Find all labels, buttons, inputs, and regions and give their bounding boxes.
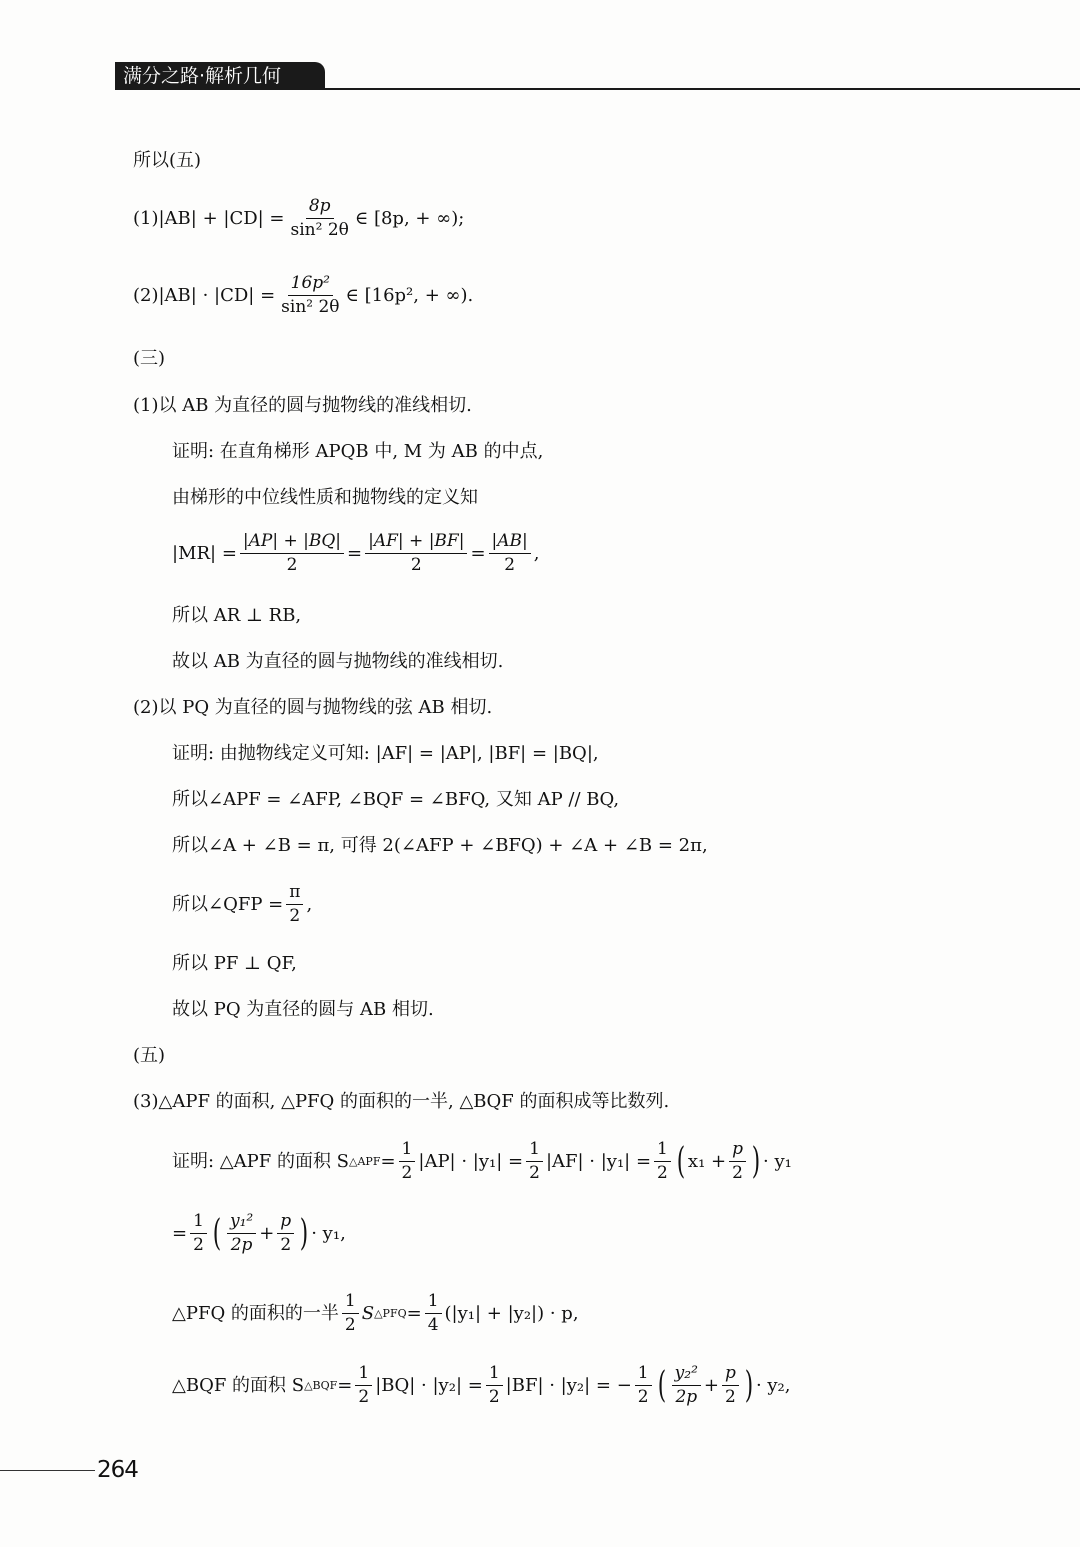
fraction xyxy=(365,532,467,575)
fraction-denominator: 2 xyxy=(657,1162,668,1183)
formula-text: · y₂, xyxy=(755,1374,791,1396)
fraction-numerator: 1 xyxy=(526,1140,543,1162)
formula-line xyxy=(133,274,473,317)
fraction-numerator: 1 xyxy=(654,1140,671,1162)
formula-text: △BQF 的面积 S xyxy=(172,1374,305,1396)
fraction-denominator: 2 xyxy=(637,1386,649,1407)
fraction xyxy=(190,1212,207,1255)
formula-line xyxy=(172,1212,346,1255)
fraction xyxy=(277,1212,294,1255)
fraction xyxy=(227,1212,256,1255)
fraction-denominator: 2 xyxy=(732,1162,743,1183)
fraction-numerator: y₁² xyxy=(227,1212,256,1234)
formula-text: (2)|AB| · |CD| = xyxy=(133,284,276,306)
fraction-denominator: 2 xyxy=(401,1162,413,1183)
left-paren: ( xyxy=(657,1364,666,1406)
right-paren: ) xyxy=(744,1364,754,1406)
fraction-numerator: |AP| + |BQ| xyxy=(240,532,344,554)
fraction-denominator: 2 xyxy=(488,1386,500,1407)
fraction-numerator: 1 xyxy=(399,1140,416,1162)
formula-text: △PFQ 的面积的一半 xyxy=(172,1302,339,1324)
fraction-denominator: 2 xyxy=(358,1386,370,1407)
fraction xyxy=(729,1140,746,1183)
footer-rule xyxy=(0,1470,95,1471)
formula-text: = xyxy=(470,542,486,564)
text-line: 故以 AB 为直径的圆与抛物线的准线相切. xyxy=(172,651,504,672)
fraction-denominator: sin² 2θ xyxy=(281,296,340,317)
subscript: △BQF xyxy=(304,1379,338,1393)
text-line: 由梯形的中位线性质和抛物线的定义知 xyxy=(172,487,478,508)
formula-text: · y₁ xyxy=(763,1150,792,1172)
fraction-denominator: 2 xyxy=(286,554,298,575)
page-number: 264 xyxy=(97,1457,138,1483)
formula-text: x₁ + xyxy=(687,1150,727,1172)
text-line: 所以 AR ⊥ RB, xyxy=(172,605,302,626)
text-line: 所以(五) xyxy=(133,150,202,171)
text-line: (1)以 AB 为直径的圆与抛物线的准线相切. xyxy=(133,395,472,416)
fraction xyxy=(526,1140,543,1183)
fraction xyxy=(425,1292,442,1335)
formula-text: S xyxy=(361,1302,375,1324)
fraction xyxy=(278,274,342,317)
formula-text: , xyxy=(533,542,540,564)
formula-text: 所以∠QFP = xyxy=(172,893,284,915)
formula-line xyxy=(172,1140,792,1183)
fraction-denominator: 2 xyxy=(193,1234,204,1255)
subscript: △PFQ xyxy=(374,1307,407,1321)
fraction-numerator: y₂² xyxy=(672,1364,701,1386)
formula-text: ∈ [8p, + ∞); xyxy=(354,207,465,229)
fraction-numerator: p xyxy=(722,1364,739,1386)
fraction-denominator: 2p xyxy=(230,1234,253,1255)
fraction xyxy=(672,1364,701,1407)
formula-text: = xyxy=(380,1150,396,1172)
formula-line xyxy=(172,1292,579,1335)
fraction-denominator: sin² 2θ xyxy=(290,219,349,240)
formula-text: = xyxy=(406,1302,422,1324)
formula-text: + xyxy=(703,1374,719,1396)
fraction xyxy=(489,532,531,575)
fraction xyxy=(722,1364,739,1407)
formula-text: 证明: △APF 的面积 S xyxy=(172,1150,350,1172)
formula-line xyxy=(172,883,312,926)
fraction-denominator: 2 xyxy=(410,554,422,575)
formula-text: + xyxy=(259,1222,275,1244)
section-heading: (三) xyxy=(133,348,166,369)
formula-text: · y₁, xyxy=(311,1222,346,1244)
left-paren: ( xyxy=(676,1140,686,1182)
text-line: 所以∠APF = ∠AFP, ∠BQF = ∠BFQ, 又知 AP // BQ, xyxy=(172,789,620,810)
fraction-numerator: |AB| xyxy=(489,532,531,554)
fraction-numerator: 16p² xyxy=(288,274,333,296)
formula-text: |BF| · |y₂| = − xyxy=(505,1374,632,1396)
fraction-numerator: |AF| + |BF| xyxy=(365,532,467,554)
fraction-numerator: 1 xyxy=(635,1364,652,1386)
text-line: 所以∠A + ∠B = π, 可得 2(∠AFP + ∠BFQ) + ∠A + ∠B = 2π, xyxy=(172,835,708,856)
fraction-numerator: π xyxy=(286,883,303,905)
text-line: 故以 PQ 为直径的圆与 AB 相切. xyxy=(172,999,434,1020)
fraction xyxy=(399,1140,416,1183)
fraction-numerator: 1 xyxy=(486,1364,503,1386)
text-line: 证明: 在直角梯形 APQB 中, M 为 AB 的中点, xyxy=(172,441,544,462)
formula-text: |AF| · |y₁| = xyxy=(545,1150,652,1172)
header-rule xyxy=(115,88,1080,90)
formula-line xyxy=(172,532,540,575)
fraction xyxy=(635,1364,652,1407)
text-line: 证明: 由抛物线定义可知: |AF| = |AP|, |BF| = |BQ|, xyxy=(172,743,599,764)
fraction xyxy=(342,1292,359,1335)
fraction-denominator: 2p xyxy=(675,1386,698,1407)
formula-text: (|y₁| + |y₂|) · p, xyxy=(444,1302,579,1324)
fraction-denominator: 2 xyxy=(344,1314,356,1335)
text-line: (3)△APF 的面积, △PFQ 的面积的一半, △BQF 的面积成等比数列. xyxy=(133,1091,670,1112)
fraction xyxy=(654,1140,671,1183)
right-paren: ) xyxy=(751,1140,761,1182)
section-heading: (五) xyxy=(133,1045,166,1066)
header-title: 满分之路·解析几何 xyxy=(115,62,325,90)
fraction-denominator: 2 xyxy=(504,554,516,575)
fraction-numerator: 1 xyxy=(355,1364,372,1386)
fraction-numerator: p xyxy=(729,1140,746,1162)
fraction-denominator: 2 xyxy=(289,905,301,926)
fraction xyxy=(486,1364,503,1407)
fraction xyxy=(355,1364,372,1407)
fraction-numerator: p xyxy=(277,1212,294,1234)
formula-line xyxy=(133,197,464,240)
formula-text: = xyxy=(172,1222,188,1244)
formula-text: = xyxy=(337,1374,353,1396)
formula-text: |BQ| · |y₂| = xyxy=(375,1374,483,1396)
fraction-denominator: 2 xyxy=(529,1162,540,1183)
formula-text: ∈ [16p², + ∞). xyxy=(345,284,474,306)
formula-line xyxy=(172,1364,791,1407)
formula-text: (1)|AB| + |CD| = xyxy=(133,207,285,229)
text-line: 所以 PF ⊥ QF, xyxy=(172,953,297,974)
text-line: (2)以 PQ 为直径的圆与抛物线的弦 AB 相切. xyxy=(133,697,493,718)
fraction-denominator: 2 xyxy=(725,1386,736,1407)
fraction-denominator: 4 xyxy=(427,1314,439,1335)
subscript: △APF xyxy=(349,1155,381,1169)
right-paren: ) xyxy=(299,1212,309,1254)
fraction-numerator: 1 xyxy=(425,1292,442,1314)
fraction xyxy=(240,532,344,575)
fraction xyxy=(288,197,352,240)
formula-text: = xyxy=(347,542,363,564)
formula-text: |MR| = xyxy=(172,542,237,564)
fraction-numerator: 1 xyxy=(342,1292,359,1314)
fraction-numerator: 8p xyxy=(306,197,334,219)
fraction-denominator: 2 xyxy=(280,1234,292,1255)
left-paren: ( xyxy=(212,1212,222,1254)
formula-text: , xyxy=(306,893,313,915)
formula-text: |AP| · |y₁| = xyxy=(418,1150,524,1172)
fraction xyxy=(286,883,303,926)
fraction-numerator: 1 xyxy=(190,1212,207,1234)
